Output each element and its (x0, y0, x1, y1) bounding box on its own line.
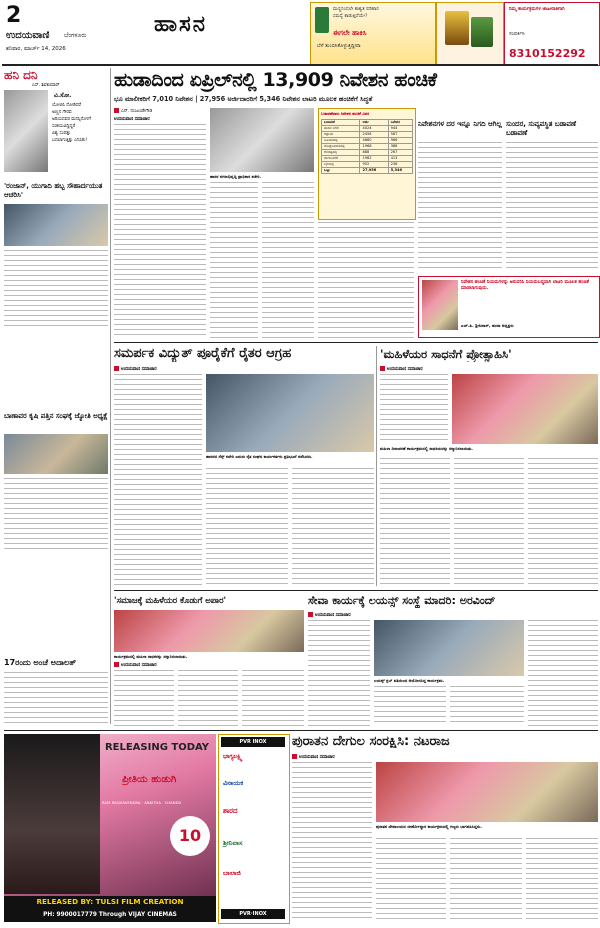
story-power-dateline-text: ಉದಯವಾಣಿ ಸಮಾಚಾರ (121, 367, 157, 372)
story-power-headline: ಸಮರ್ಪಕ ವಿದ್ಯುತ್ ಪೂರೈಕೆಗೆ ರೈತರ ಆಗ್ರಹ (114, 346, 292, 361)
story-power-caption: ಹಾಸನದ ಸೆಸ್ಕ್ ಕಚೇರಿ ಎದುರು ರೈತ ಸಂಘದ ಕಾರ್ಯಕರ್ತರು ಪ್ರತಿಭಟನೆ ನಡೆಸಿದರು. (206, 454, 313, 459)
table-cell: ಹಾಸನ ನಗರ (322, 126, 360, 132)
theatre-brand1: PVR INOX (221, 737, 285, 747)
table-cell: ಬೈಲಹಳ್ಳಿ (322, 162, 360, 168)
story-power (114, 346, 374, 586)
left-col-rule (110, 68, 111, 724)
story-women-body3 (454, 458, 524, 586)
side-story2-headline: ಸುಂದರ, ಸುವ್ಯವಸ್ಥಿತ ಬಡಾವಣೆ ಬಡಾವಣೆ (506, 120, 577, 137)
product-bag-icon-2 (471, 17, 493, 47)
story-agri-body (4, 478, 108, 552)
story-women-body2 (380, 458, 450, 586)
bottom-rule (4, 730, 598, 731)
table-cell: ದೊಡ್ಡಬಸವನಹಳ್ಳಿ (322, 144, 360, 150)
site-table-title: ಬಡಾವಣೆವಾರು ನಿವೇಶನ ಹಂಚಿಕೆ ವಿವರ (321, 111, 370, 116)
story-lions-body2 (374, 686, 446, 726)
story-women-dateline (380, 366, 423, 372)
page-number: 2 (6, 3, 22, 28)
story-agri-headline: ಬಾಣಾವರ ಕೃಷಿ ಪತ್ತಿನ ಸಂಘಕ್ಕೆ ಜ್ಯೋತಿ ಅಧ್ಯಕ್ಷೆ (4, 412, 108, 420)
phone-icon (315, 7, 329, 33)
story-power-body2 (206, 468, 288, 586)
story-women-body1 (380, 374, 448, 444)
story-society (114, 594, 304, 726)
table-cell: 966 (388, 138, 412, 144)
table-cell: 4680 (360, 138, 388, 144)
story-lions-caption: ಲಯನ್ಸ್ ಕ್ಲಬ್ ವತಿಯಿಂದ ಆಯೋಜಿಸಿದ್ದ ಕಾರ್ಯಕ್ರಮ. (374, 678, 445, 683)
product-bag-icon (445, 11, 469, 45)
lead-photo-caption: ಹಾಸನ ನಗರಾಭಿವೃದ್ಧಿ ಪ್ರಾಧಿಕಾರ ಕಚೇರಿ. (210, 174, 262, 179)
movie-ad-release: RELEASED BY: TULSI FILM CREATION (4, 896, 216, 908)
quote-box (418, 276, 600, 338)
paper-name: ಉದಯವಾಣಿ (6, 30, 50, 41)
story-agri-photo (4, 434, 108, 474)
story-women-caption: ಮಹಿಳಾ ದಿನಾಚರಣೆ ಕಾರ್ಯಕ್ರಮದಲ್ಲಿ ಸಾಧಕಿಯರನ್ನು ಸನ್ಮಾನಿಸಲಾಯಿತು. (380, 446, 473, 451)
story-women-photo (452, 374, 598, 444)
quote-person-photo (422, 280, 458, 330)
story-exam-headline: 17ರಂದು ಅಂಚೆ ಅದಾಲತ್ (4, 658, 77, 667)
story-power-body3 (292, 468, 374, 586)
quote-line-2: ಅರಿಯದವರ ಮನಸ್ಸಿನೊಳಗೆ (52, 117, 92, 122)
table-cell: 944 (388, 126, 412, 132)
story-lions-body1 (308, 620, 370, 726)
movie-ad[interactable] (4, 734, 216, 922)
story-ranzan-headline: 'ರಂಜಾನ್, ಯುಗಾದಿ ಹಬ್ಬ ಸೌಹಾರ್ದಯುತ ಆಚರಿಸಿ' (4, 182, 103, 199)
table-header-cell: ನಿವೇಶನ (388, 120, 412, 126)
story-temple-body2 (376, 838, 446, 922)
table-header-cell: ಬಡಾವಣೆ (322, 120, 360, 126)
table-cell: 587 (388, 132, 412, 138)
lead-body-col3 (262, 182, 314, 338)
story-power-dateline (114, 366, 157, 372)
story-society-body2 (178, 670, 238, 726)
story-temple-caption: ಪುರಾತನ ದೇವಾಲಯದ ಜೀರ್ಣೋದ್ಧಾರ ಕಾರ್ಯಕ್ರಮದಲ್ಲಿ ಗಣ್ಯರು ಭಾಗವಹಿಸಿದ್ದರು. (376, 824, 482, 829)
table-cell: ಕೆಂಚಟ್ಟಹಳ್ಳಿ (322, 150, 360, 156)
story-society-photo (114, 610, 304, 652)
quote-line-3: ಸಂಶಯವಿದ್ದಿದ್ದರೆ (52, 124, 76, 129)
theatre-3: ಶ್ರೀನಿವಾಸ (223, 839, 243, 847)
quote-author: ವಿ.ಸೋ. (54, 92, 72, 99)
side-story1-body (418, 142, 502, 272)
table-row-total (322, 168, 413, 174)
lead-story (114, 68, 598, 340)
movie-ad-tag: RELEASING TODAY (104, 742, 210, 753)
masthead (2, 2, 598, 64)
story-temple-body3 (450, 838, 522, 922)
story-lions-headline: ಸೇವಾ ಕಾರ್ಯಕ್ಕೆ ಲಯನ್ಸ್ ಸಂಸ್ಥೆ ಮಾದರಿ: ಅರವಿಂದ್ (308, 594, 496, 607)
story-lions (308, 594, 598, 726)
movie-ad-show-badge (170, 816, 210, 856)
side-story2-body (506, 142, 598, 272)
movie-ad-poster-left (4, 734, 100, 894)
site-table-box (318, 108, 416, 220)
table-cell: ಬೂವನಹಳ್ಳಿ (322, 138, 360, 144)
table-cell: ಕಟ್ಟಾಯ (322, 132, 360, 138)
story-temple-body4 (526, 838, 598, 922)
table-header-cell: ಅರ್ಜಿ (360, 120, 388, 126)
quote-line-5: ಬದಲಾಗುತ್ತಿತ್ತು ಎನಿಸಿತು! (52, 138, 88, 143)
lead-dateline: ಉದಯವಾಣಿ ಸಮಾಚಾರ (114, 117, 150, 122)
story-ranzan (4, 182, 108, 330)
story-women-headline: 'ಮಹಿಳೆಯರ ಸಾಧನೆಗೆ ಪ್ರೋತ್ಸಾಹಿಸಿ' (380, 347, 512, 361)
quote-line-1: ಅಣ್ಣನ ಗೌರವ (52, 110, 72, 115)
table-cell: 5,346 (388, 168, 412, 174)
cartoon-image (4, 90, 48, 172)
side-story1-headline: ನಿವೇಶನಗಳ ದರ ಇನ್ನೂ ನಿಗದಿ ಆಗಿಲ್ಲ (418, 120, 502, 128)
lead-body-col1 (114, 124, 206, 338)
lead-body-col2 (210, 182, 258, 338)
table-cell: 27,956 (360, 168, 388, 174)
theatre-0: ಭಾಗ್ಯಲಕ್ಷ್ಮಿ (223, 753, 243, 760)
story-lions-body3 (450, 686, 524, 726)
story-women (380, 346, 598, 586)
top-ad-left[interactable] (310, 2, 436, 66)
lead-photo (210, 108, 314, 172)
top-ad-line1: ಮಣ್ಣಿನಿಂದಲೇ ಶಾಶ್ವತ ಪರಿಹಾರ (333, 7, 379, 12)
top-ad-middle[interactable] (436, 2, 504, 66)
table-cell: 388 (388, 144, 412, 150)
story-temple-headline: ಪುರಾತನ ದೇಗುಲ ಸಂರಕ್ಷಿಸಿ: ನಟರಾಜ (292, 734, 450, 749)
story-power-body1 (114, 374, 202, 586)
lead-byline-text: ಎನ್. ನಂಜುಂಡೇಗೌಡ (121, 109, 153, 114)
story-temple-dateline-text: ಉದಯವಾಣಿ ಸಮಾಚಾರ (299, 755, 335, 760)
quote-line-4: ವಿಶ್ವ ಸಂಪತ್ತು (52, 131, 71, 136)
column-logo: ಹನಿ ದನಿ (4, 68, 38, 82)
story-temple-body1 (292, 762, 372, 922)
table-cell: 952 (360, 162, 388, 168)
top-ad-line3: ಈಗಲೇ ಹಾಕಿಸಿ (333, 29, 367, 37)
top-ad-line4: ಬೆಳೆ ತುಂಬಿಸಿಕೊಳ್ಳುತ್ತಿದ್ದೀರಾ (317, 43, 361, 49)
table-cell: ಹುಣಸಿನಕೆರೆ (322, 156, 360, 162)
table-cell: 1968 (360, 144, 388, 150)
table-cell: 413 (388, 156, 412, 162)
story-lions-body4 (528, 620, 598, 726)
edition-date: ಶನಿವಾರ, ಮಾರ್ಚ್ 14, 2026 (6, 46, 66, 52)
story-ranzan-photo (4, 204, 108, 246)
story-women-body4 (528, 458, 598, 586)
top-ad-phone: 8310152292 (509, 47, 586, 60)
table-cell: 1982 (360, 156, 388, 162)
quote-attribution: ಎಚ್.ಪಿ. ಶ್ರೀನಿವಾಸ್, ಹುಡಾ ಅಧ್ಯಕ್ಷರು (461, 323, 514, 328)
lead-byline (114, 108, 152, 114)
section-title: ಹಾಸನ (154, 12, 207, 37)
story-society-dateline (114, 662, 157, 668)
table-cell: ಒಟ್ಟು (322, 168, 360, 174)
city-name: ಬೆಂಗಳೂರು (64, 32, 87, 39)
story-society-body3 (242, 670, 304, 726)
lead-headline: ಹುಡಾದಿಂದ ಏಪ್ರಿಲ್‌ನಲ್ಲಿ 13,909 ನಿವೇಶನ ಹಂಚಿಕೆ (114, 69, 437, 91)
story-lions-photo (374, 620, 524, 676)
story-ranzan-body (4, 250, 108, 330)
masthead-rule (2, 64, 598, 66)
story-lions-dateline (308, 612, 351, 618)
quote-text: ನಿವೇಶನ ಹಂಚಿಕೆ ನಿಯಮಗಳನ್ನು ಅನುಸರಿಸಿ ನಿಯಮಬದ್ಧವಾಗಿ ಲಾಟರಿ ಮೂಲಕ ಹಂಚಿಕೆ ಮಾಡಲಾಗುವುದು. (461, 280, 589, 291)
lead-subhead: ಭೂ ಮಾಲೀಕರಿಗೆ 7,010 ನಿವೇಶನ | 27,956 ಅರ್ಜಿದಾರರಿಗೆ 5,346 ನಿವೇಶನ ಲಾಟರಿ ಮೂಲಕ ಹಂಚಿಕೆಗೆ ಸಿದ್ಧತೆ (114, 95, 373, 103)
movie-ad-phone: PH: 9900017779 Through VIJAY CINEMAS (4, 908, 216, 922)
table-cell: 2456 (360, 132, 388, 138)
story-temple (292, 734, 598, 924)
site-table (321, 119, 413, 174)
theatre-list-ad[interactable] (218, 734, 290, 924)
movie-ad-show: 10 (178, 826, 202, 845)
movie-ad-cast: RAM RAGHAVENDRA · ANKITHA · CHANDU (102, 800, 182, 805)
story-lions-dateline-text: ಉದಯವಾಣಿ ಸಮಾಚಾರ (315, 613, 351, 618)
lead-body-col4 (318, 222, 414, 338)
story-power-photo (206, 374, 374, 452)
top-ad-right[interactable] (504, 2, 600, 66)
story-temple-dateline (292, 754, 335, 760)
theatre-1: ವಿನಾಯಕ (223, 779, 244, 787)
theatre-4: ಬಾಲಾಜಿ (223, 869, 241, 877)
movie-ad-title: ಪ್ರೀತಿಯ ಹುಡುಗಿ (122, 774, 177, 785)
column-box (4, 68, 108, 180)
power-women-rule (376, 346, 377, 586)
lead-bottom-rule (114, 342, 598, 343)
theatre-2: ಶಾರದ (223, 807, 238, 815)
table-cell: 267 (388, 150, 412, 156)
table-cell: 236 (388, 162, 412, 168)
story-exam (4, 658, 108, 724)
story-society-caption: ಕಾರ್ಯಕ್ರಮದಲ್ಲಿ ಮಹಿಳಾ ಸಾಧಕರನ್ನು ಸನ್ಮಾನಿಸಲಾಯಿತು. (114, 654, 188, 659)
story-society-body1 (114, 670, 174, 726)
story-exam-body (4, 672, 108, 724)
theatre-brand2: PVR·INOX (221, 909, 285, 919)
story-women-dateline-text: ಉದಯವಾಣಿ ಸಮಾಚಾರ (387, 367, 423, 372)
column-author: ಎಸ್. ಶಿವಕುಮಾರ್ (32, 83, 60, 88)
story-society-dateline-text: ಉದಯವಾಣಿ ಸಮಾಚಾರ (121, 663, 157, 668)
top-ad-right2: ಸಂಪರ್ಕಿಸಿ (509, 31, 525, 37)
table-cell: 888 (360, 150, 388, 156)
story-agri (4, 412, 108, 552)
quote-line-0: ಯೋಚಿಸಿ ನೋಡಿದರೆ (52, 103, 82, 108)
top-ad-right1: ನಿಮ್ಮ ಕಾರ್ಯಕ್ರಮಗಳ ಜಾಹೀರಾತಿಗಾಗಿ (509, 7, 565, 12)
top-ad-line2: ಸಮಸ್ಯೆ ಕಾಡುತ್ತಿದೆಯೇ? (333, 14, 368, 19)
story-society-headline: 'ಸಮಾಜಕ್ಕೆ ಮಹಿಳೆಯರ ಕೊಡುಗೆ ಅಪಾರ' (114, 595, 227, 605)
mid-rule (114, 590, 598, 591)
table-cell: 4024 (360, 126, 388, 132)
story-temple-photo (376, 762, 598, 822)
